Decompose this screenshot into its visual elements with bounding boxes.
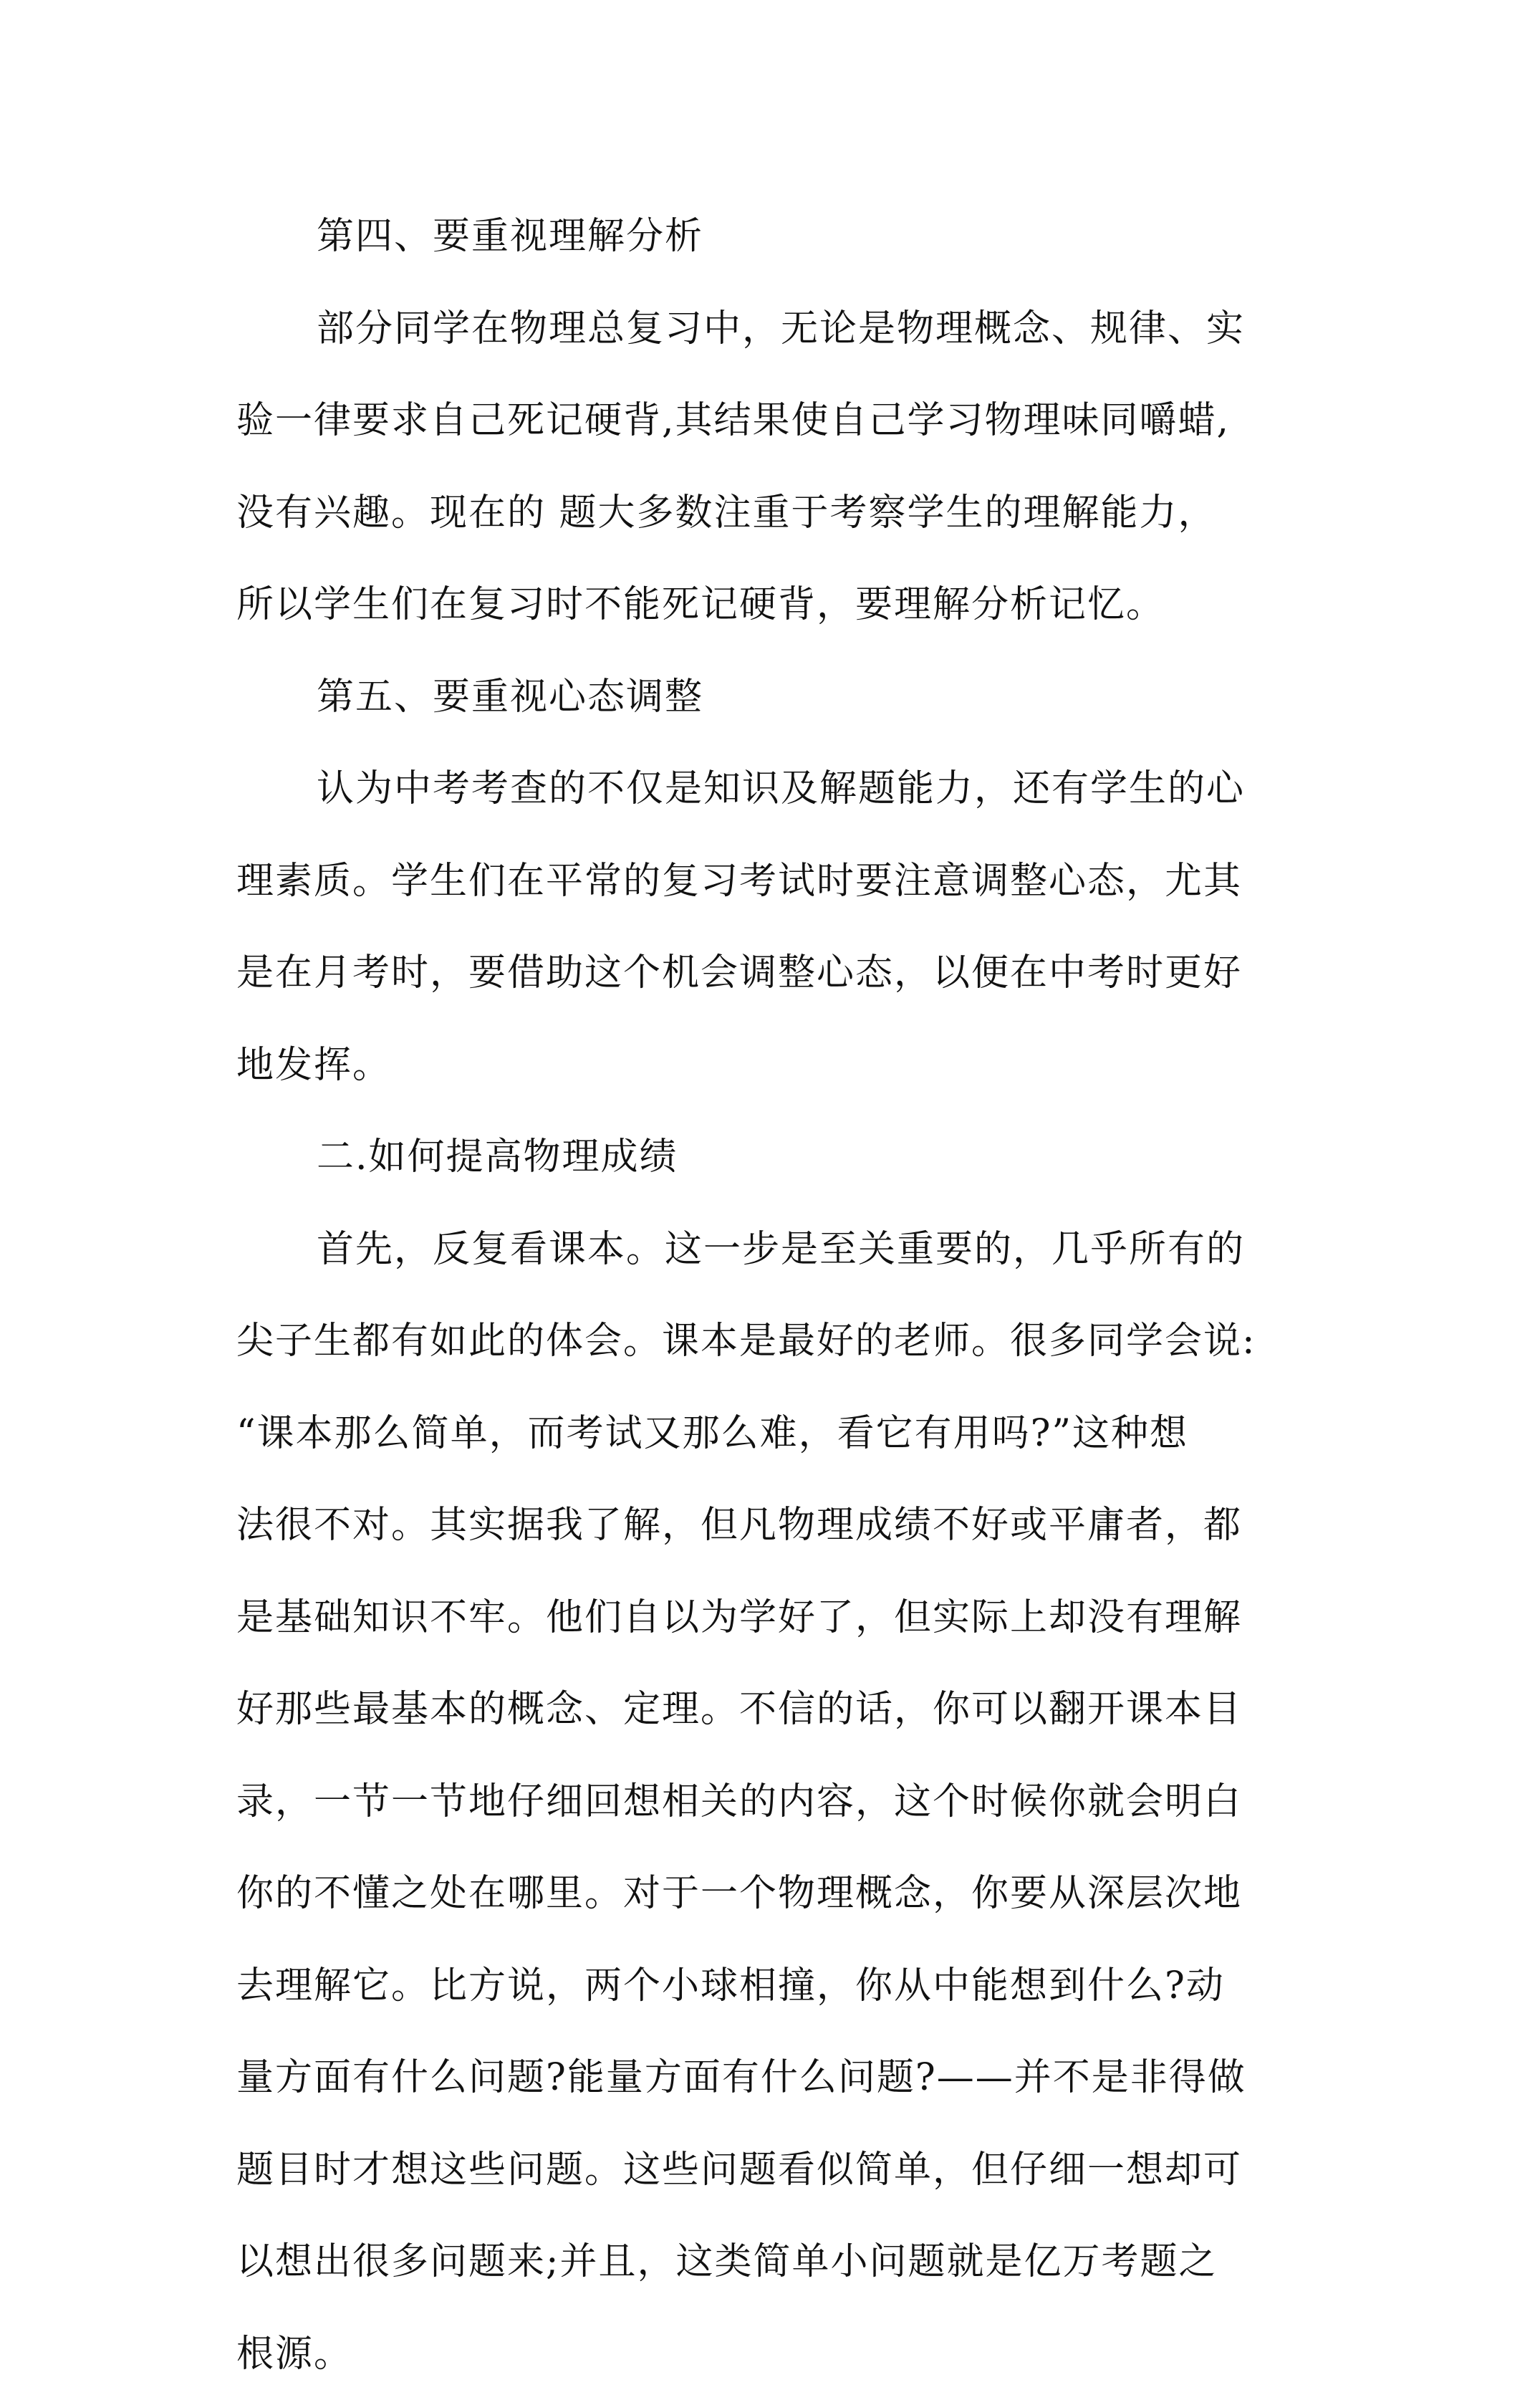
paragraph-line: 根源。 <box>236 2308 1354 2400</box>
paragraph-line: 部分同学在物理总复习中，无论是物理概念、规律、实 <box>236 283 1354 375</box>
paragraph-line: 地发挥。 <box>236 1019 1354 1112</box>
paragraph-line: 所以学生们在复习时不能死记硬背，要理解分析记忆。 <box>236 559 1354 651</box>
paragraph-line: 理素质。学生们在平常的复习考试时要注意调整心态，尤其 <box>236 835 1354 928</box>
paragraph-line: 法很不对。其实据我了解，但凡物理成绩不好或平庸者，都 <box>236 1479 1354 1572</box>
paragraph-line: 验一律要求自己死记硬背,其结果使自己学习物理味同嚼蜡, <box>236 375 1354 467</box>
section-heading-5: 第五、要重视心态调整 <box>236 651 1354 744</box>
paragraph-line: 量方面有什么问题?能量方面有什么问题?——并不是非得做 <box>236 2032 1354 2124</box>
paragraph-line: “课本那么简单，而考试又那么难，看它有用吗?”这种想 <box>236 1388 1354 1480</box>
paragraph-line: 题目时才想这些问题。这些问题看似简单，但仔细一想却可 <box>236 2124 1354 2217</box>
paragraph-line: 录，一节一节地仔细回想相关的内容，这个时候你就会明白 <box>236 1756 1354 1848</box>
paragraph-line: 尖子生都有如此的体会。课本是最好的老师。很多同学会说: <box>236 1295 1354 1388</box>
paragraph-line: 好那些最基本的概念、定理。不信的话，你可以翻开课本目 <box>236 1664 1354 1756</box>
paragraph-line: 是基础知识不牢。他们自以为学好了，但实际上却没有理解 <box>236 1572 1354 1664</box>
section-heading-4: 第四、要重视理解分析 <box>236 191 1354 283</box>
section-heading-2: 二.如何提高物理成绩 <box>236 1111 1354 1204</box>
paragraph-line: 你的不懂之处在哪里。对于一个物理概念，你要从深层次地 <box>236 1848 1354 1940</box>
paragraph-line: 首先，反复看课本。这一步是至关重要的，几乎所有的 <box>236 1204 1354 1296</box>
document-body <box>236 191 1354 2400</box>
paragraph-line: 是在月考时，要借助这个机会调整心态，以便在中考时更好 <box>236 927 1354 1019</box>
paragraph-line: 以想出很多问题来;并且，这类简单小问题就是亿万考题之 <box>236 2216 1354 2308</box>
paragraph-line: 去理解它。比方说，两个小球相撞，你从中能想到什么?动 <box>236 1940 1354 2032</box>
paragraph-line: 认为中考考查的不仅是知识及解题能力，还有学生的心 <box>236 743 1354 835</box>
paragraph-line: 没有兴趣。现在的 题大多数注重于考察学生的理解能力， <box>236 467 1354 560</box>
